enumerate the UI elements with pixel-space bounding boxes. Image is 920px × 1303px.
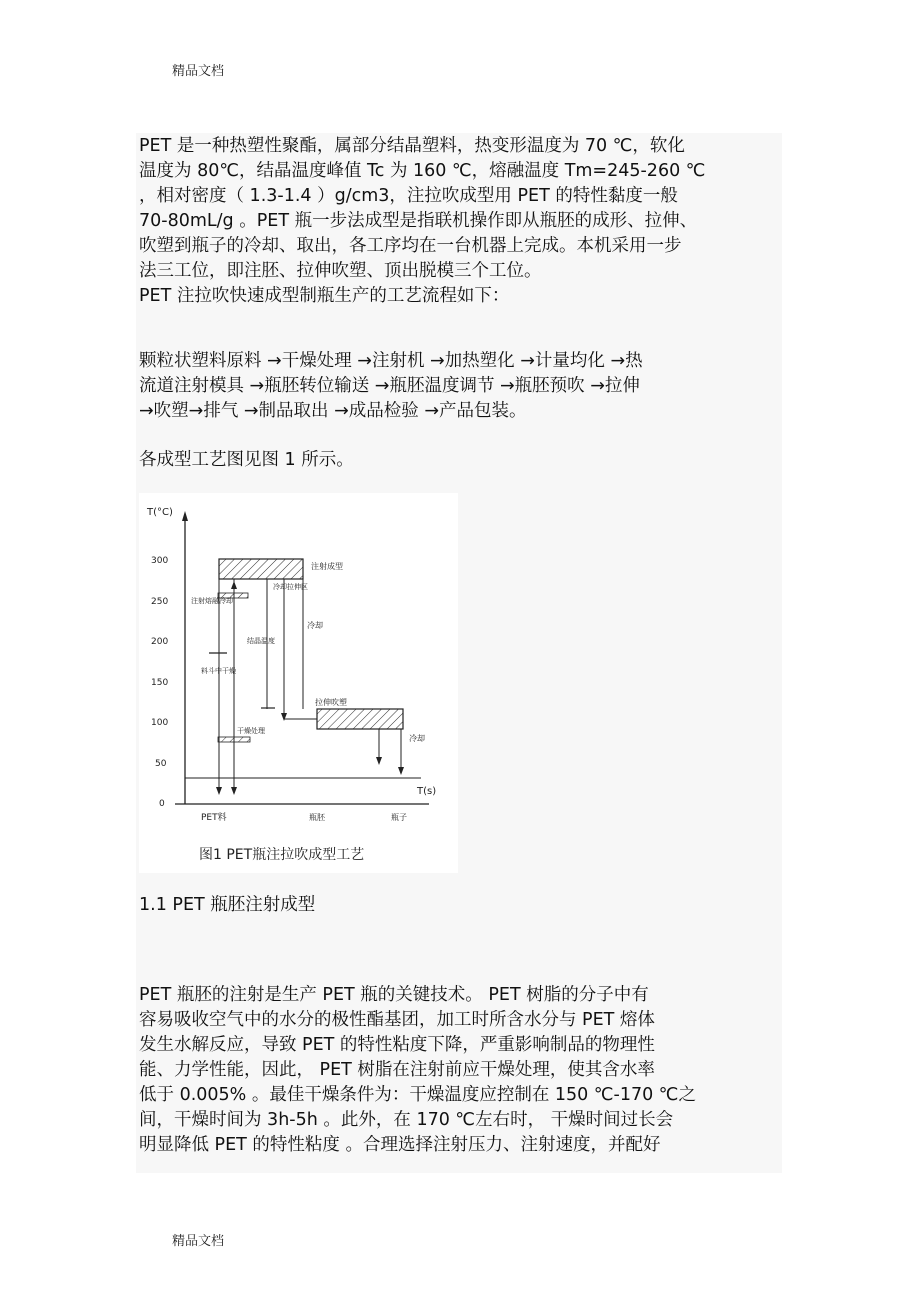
text-line: 低于 0.005% 。最佳干燥条件为：干燥温度应控制在 150 ℃-170 ℃之 — [139, 1085, 696, 1105]
y-tick: 50 — [155, 759, 167, 769]
text-line: 能、力学性能，因此， PET 树脂在注射前应干燥处理，使其含水率 — [139, 1060, 655, 1080]
text-line: 间，干燥时间为 3h-5h 。此外，在 170 ℃左右时， 干燥时间过长会 — [139, 1110, 674, 1130]
text-line: 流道注射模具 →瓶胚转位输送 →瓶胚温度调节 →瓶胚预吹 →拉伸 — [139, 376, 640, 396]
annotation-left-top: 注射熔融冷却 — [191, 597, 233, 605]
annotation-cool1: 冷却 — [307, 621, 323, 630]
text-line: 温度为 80℃，结晶温度峰值 Tc 为 160 ℃，熔融温度 Tm=245-260 ℃ — [139, 161, 706, 181]
text-line: PET 注拉吹快速成型制瓶生产的工艺流程如下： — [139, 286, 510, 306]
y-tick: 150 — [151, 678, 169, 688]
blow-block — [317, 709, 403, 729]
text-line: PET 是一种热塑性聚酯，属部分结晶塑料，热变形温度为 70 ℃，软化 — [139, 136, 685, 156]
x-label: PET料 — [201, 813, 227, 823]
process-diagram — [139, 493, 458, 873]
text-line: 容易吸收空气中的水分的极性酯基团，加工时所含水分与 PET 熔体 — [139, 1010, 655, 1030]
y-axis-label: T(°C) — [147, 507, 173, 518]
text-line: 明显降低 PET 的特性粘度 。合理选择注射压力、注射速度，并配好 — [139, 1135, 661, 1155]
text-line: 70-80mL/g 。PET 瓶一步法成型是指联机操作即从瓶胚的成形、拉伸、 — [139, 211, 698, 231]
figure-caption: 图1 PET瓶注拉吹成型工艺 — [199, 847, 365, 863]
annotation-left-col: 料斗中干燥 — [201, 667, 236, 675]
y-tick: 0 — [159, 799, 165, 809]
arrow-down — [376, 757, 382, 765]
annotation-inject: 注射成型 — [311, 562, 343, 571]
text-line: 发生水解反应，导致 PET 的特性粘度下降，严重影响制品的物理性 — [139, 1035, 655, 1055]
body-paragraph — [139, 983, 779, 1158]
x-label: 瓶胚 — [309, 813, 325, 822]
annotation-cool2: 冷却 — [409, 734, 425, 743]
x-axis-label: T(s) — [417, 786, 437, 797]
figure-reference — [139, 448, 779, 473]
y-tick: 300 — [151, 556, 169, 566]
annotation-crys: 结晶温度 — [247, 637, 275, 645]
arrow-up — [231, 581, 237, 589]
text-line: 吹塑到瓶子的冷却、取出，各工序均在一台机器上完成。本机采用一步 — [139, 236, 682, 256]
x-label: 瓶子 — [391, 813, 407, 822]
annotation-mid: 冷却拉伸区 — [273, 583, 308, 591]
injection-block — [219, 559, 303, 579]
text-line: PET 瓶胚的注射是生产 PET 瓶的关键技术。 PET 树脂的分子中有 — [139, 985, 649, 1005]
text-line: ，相对密度（ 1.3-1.4 ）g/cm3，注拉吹成型用 PET 的特性黏度一般 — [139, 186, 678, 206]
text-line: 法三工位，即注胚、拉伸吹塑、顶出脱模三个工位。 — [139, 261, 542, 281]
annotation-dry: 干燥处理 — [237, 727, 265, 735]
page-header: 精品文档 — [172, 64, 225, 79]
y-axis-arrow — [182, 511, 188, 521]
y-tick: 200 — [151, 637, 169, 647]
text-line: 各成型工艺图见图 1 所示。 — [139, 450, 354, 470]
page-footer: 精品文档 — [172, 1234, 225, 1249]
annotation-blow: 拉伸吹塑 — [315, 698, 347, 707]
process-figure — [139, 493, 458, 873]
process-flow-paragraph — [139, 349, 779, 424]
arrow-down — [281, 713, 287, 721]
text-line: →吹塑→排气 →制品取出 →成品检验 →产品包装。 — [139, 401, 527, 421]
arrow-down — [398, 767, 404, 775]
section-title — [139, 893, 779, 918]
text-line: 1.1 PET 瓶胚注射成型 — [139, 895, 316, 915]
arrow-down — [216, 787, 222, 795]
intro-paragraph — [139, 134, 779, 309]
y-tick: 100 — [151, 718, 169, 728]
text-line: 颗粒状塑料原料 →干燥处理 →注射机 →加热塑化 →计量均化 →热 — [139, 351, 643, 371]
y-tick: 250 — [151, 597, 169, 607]
arrow-down — [231, 787, 237, 795]
